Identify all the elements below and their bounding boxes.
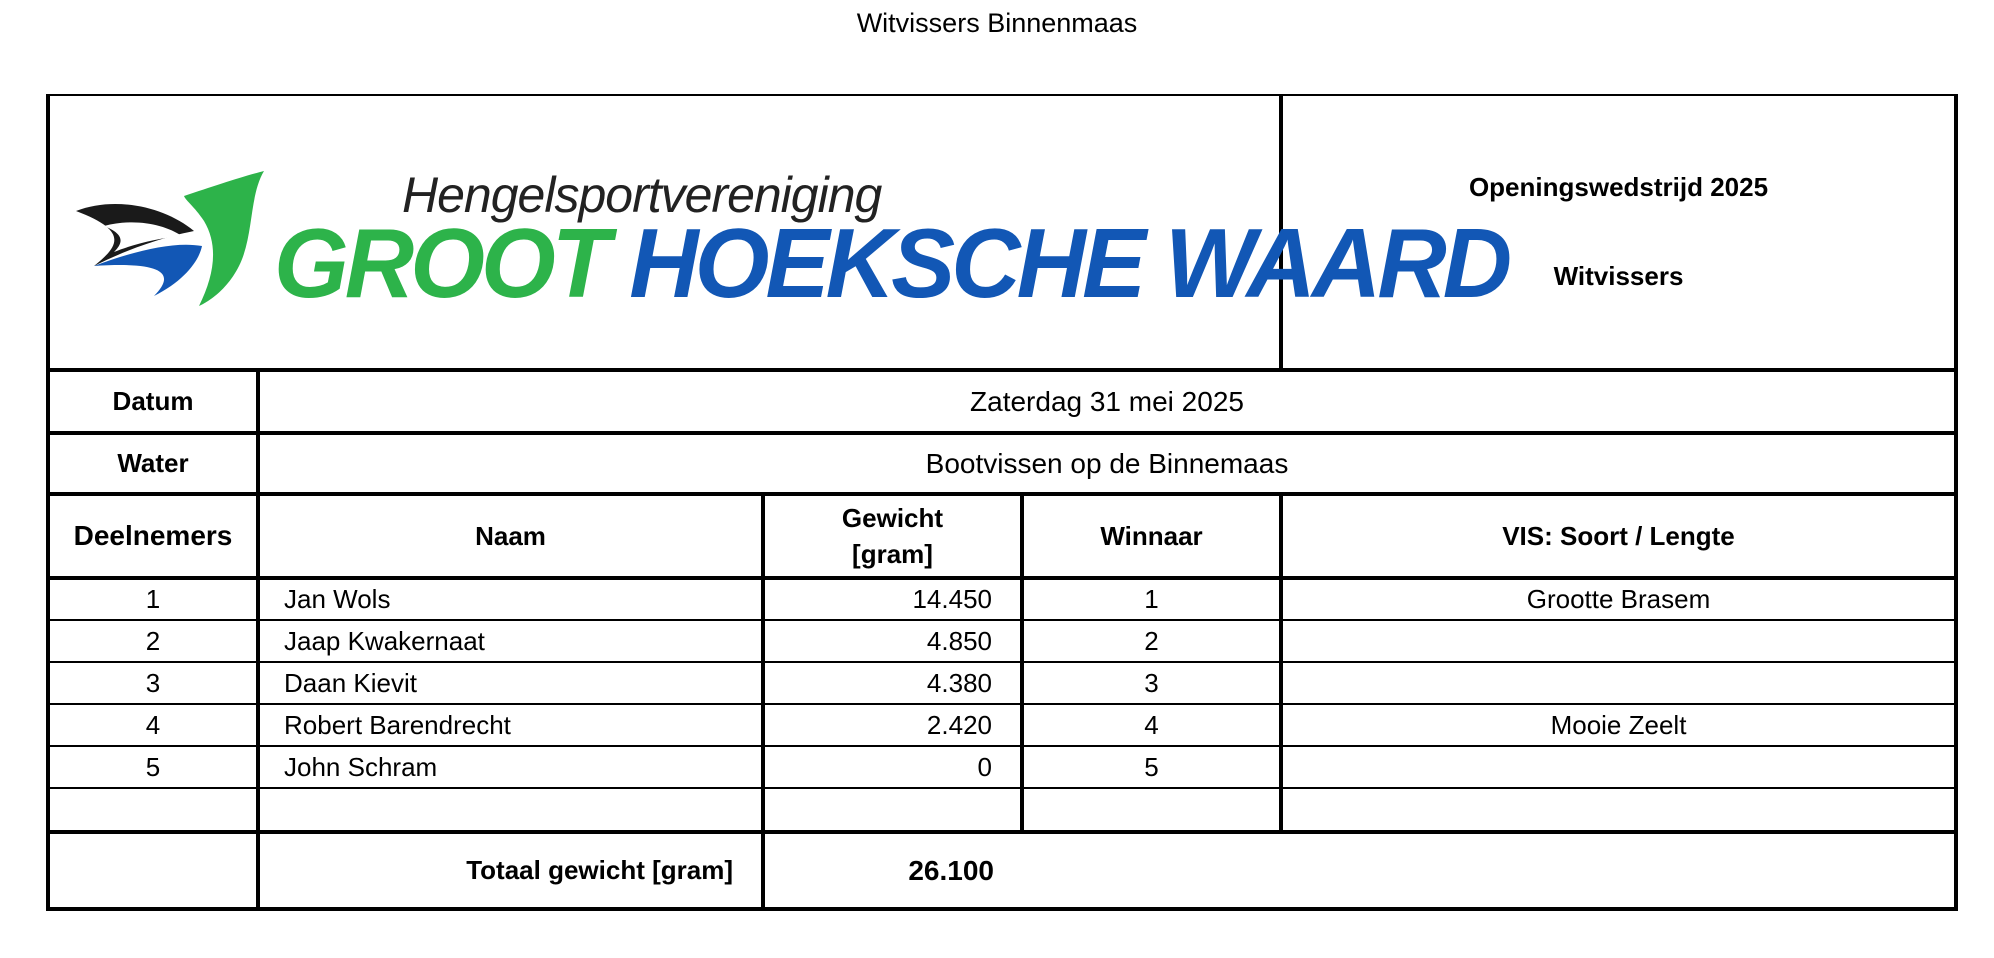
cell-nr: 4 bbox=[48, 704, 258, 746]
logo-line1: Hengelsportvereniging bbox=[402, 167, 882, 223]
cell-vis: Grootte Brasem bbox=[1281, 578, 1956, 620]
cell-winnaar bbox=[1022, 788, 1281, 832]
page-title: Witvissers Binnenmaas bbox=[856, 8, 1138, 38]
cell-naam: Jaap Kwakernaat bbox=[258, 620, 763, 662]
total-value: 26.100 bbox=[763, 832, 1022, 909]
cell-vis: Mooie Zeelt bbox=[1281, 704, 1956, 746]
header-naam: Naam bbox=[258, 494, 763, 578]
table-row bbox=[48, 662, 1956, 704]
cell-winnaar: 5 bbox=[1022, 746, 1281, 788]
cell-gewicht: 0 bbox=[763, 746, 1022, 788]
table-row bbox=[48, 704, 1956, 746]
cell-vis bbox=[1281, 662, 1956, 704]
event-name: Openingswedstrijd 2025 bbox=[1468, 172, 1769, 202]
water-row bbox=[48, 433, 1956, 494]
cell-nr: 1 bbox=[48, 578, 258, 620]
logo-line2 bbox=[274, 208, 1509, 318]
water-value: Bootvissen op de Binnemaas bbox=[258, 433, 1956, 494]
cell-nr bbox=[48, 788, 258, 832]
total-row bbox=[48, 832, 1956, 909]
header-gewicht bbox=[763, 494, 1022, 578]
header-winnaar: Winnaar bbox=[1022, 494, 1281, 578]
header-gewicht-line1: Gewicht bbox=[841, 503, 944, 533]
logo-word-hoeksche-waard: HOEKSCHE WAARD bbox=[629, 208, 1509, 318]
cell-gewicht: 4.380 bbox=[763, 662, 1022, 704]
club-logo bbox=[74, 156, 1509, 318]
water-label: Water bbox=[48, 433, 258, 494]
table-row bbox=[48, 746, 1956, 788]
cell-winnaar: 3 bbox=[1022, 662, 1281, 704]
cell-naam: John Schram bbox=[258, 746, 763, 788]
table-row bbox=[48, 620, 1956, 662]
cell-gewicht: 14.450 bbox=[763, 578, 1022, 620]
cell-gewicht: 2.420 bbox=[763, 704, 1022, 746]
datum-label: Datum bbox=[48, 370, 258, 433]
logo-cell bbox=[48, 95, 1509, 370]
event-category: Witvissers bbox=[1553, 261, 1684, 291]
datum-value: Zaterdag 31 mei 2025 bbox=[258, 370, 1956, 433]
cell-vis bbox=[1281, 788, 1956, 832]
cell-nr: 3 bbox=[48, 662, 258, 704]
datum-row bbox=[48, 370, 1956, 433]
cell-naam: Robert Barendrecht bbox=[258, 704, 763, 746]
cell-vis bbox=[1281, 746, 1956, 788]
header-gewicht-line2: [gram] bbox=[852, 539, 933, 569]
cell-nr: 2 bbox=[48, 620, 258, 662]
cell-naam bbox=[258, 788, 763, 832]
cell-naam: Jan Wols bbox=[258, 578, 763, 620]
cell-naam: Daan Kievit bbox=[258, 662, 763, 704]
total-empty-cell bbox=[48, 832, 258, 909]
total-filler-cell bbox=[1022, 832, 1956, 909]
header-row bbox=[48, 95, 1956, 370]
table-row bbox=[48, 578, 1956, 620]
fish-logo-icon bbox=[74, 156, 274, 316]
table-row bbox=[48, 788, 1956, 832]
column-header-row bbox=[48, 494, 1956, 578]
results-sheet bbox=[46, 94, 1958, 911]
header-vis: VIS: Soort / Lengte bbox=[1281, 494, 1956, 578]
cell-gewicht bbox=[763, 788, 1022, 832]
cell-winnaar: 2 bbox=[1022, 620, 1281, 662]
cell-vis bbox=[1281, 620, 1956, 662]
total-label: Totaal gewicht [gram] bbox=[258, 832, 763, 909]
cell-winnaar: 4 bbox=[1022, 704, 1281, 746]
cell-nr: 5 bbox=[48, 746, 258, 788]
cell-winnaar: 1 bbox=[1022, 578, 1281, 620]
header-deelnemers: Deelnemers bbox=[48, 494, 258, 578]
cell-gewicht: 4.850 bbox=[763, 620, 1022, 662]
logo-word-groot: GROOT bbox=[274, 208, 607, 318]
